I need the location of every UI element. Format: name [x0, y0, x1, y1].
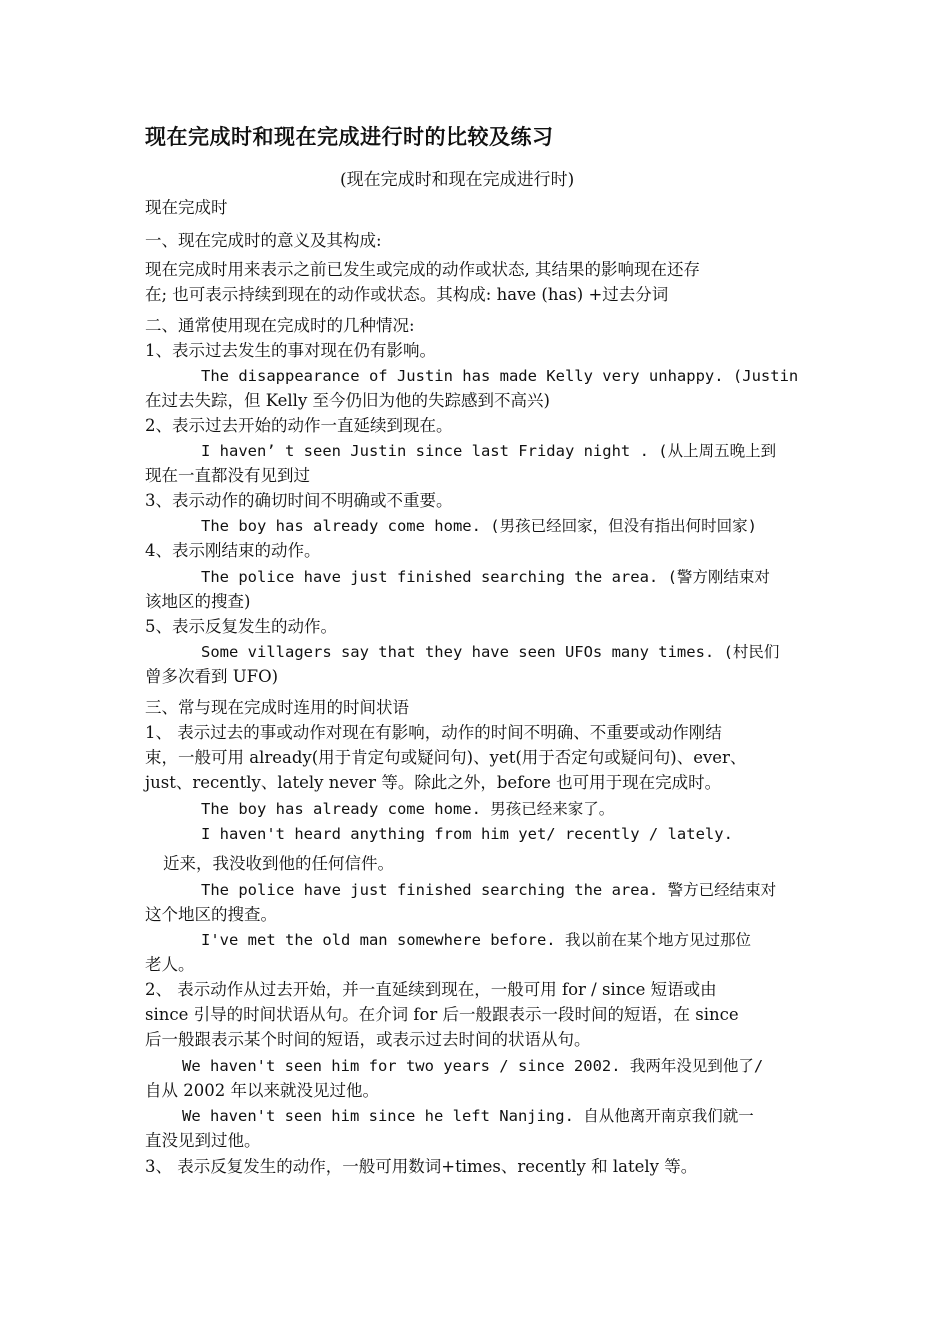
- example-sentence: The boy has already come home. 男孩已经来家了。: [201, 800, 615, 818]
- paragraph-line: 后一般跟表示某个时间的短语，或表示过去时间的状语从句。: [145, 1030, 591, 1049]
- list-item: 4、表示刚结束的动作。: [145, 541, 321, 560]
- list-item: 2、表示过去开始的动作一直延续到现在。: [145, 416, 453, 435]
- section-heading: 三、常与现在完成时连用的时间状语: [145, 698, 409, 717]
- example-sentence: The police have just finished searching the area. (警方刚结束对: [201, 568, 770, 586]
- example-sentence: I haven’ t seen Justin since last Friday night . (从上周五晚上到: [201, 442, 777, 460]
- section-heading: 一、现在完成时的意义及其构成:: [145, 231, 382, 250]
- example-sentence: We haven't seen him for two years / since 2002. 我两年没见到他了/: [182, 1057, 764, 1075]
- list-item: 3、表示动作的确切时间不明确或不重要。: [145, 491, 453, 510]
- example-translation: 直没见到过他。: [145, 1131, 261, 1150]
- paragraph-line: 束，一般可用 already(用于肯定句或疑问句)、yet(用于否定句或疑问句)、ever、: [145, 748, 747, 767]
- paragraph-line: 1、 表示过去的事或动作对现在有影响，动作的时间不明确、不重要或动作刚结: [145, 723, 722, 742]
- list-item: 5、表示反复发生的动作。: [145, 617, 337, 636]
- example-sentence: We haven't seen him since he left Nanjing. 自从他离开南京我们就一: [182, 1107, 754, 1125]
- example-translation: 近来，我没收到他的任何信件。: [163, 854, 394, 873]
- example-sentence: The disappearance of Justin has made Kelly very unhappy. (Justin: [201, 367, 799, 385]
- example-translation: 这个地区的搜查。: [145, 905, 277, 924]
- section-heading: 现在完成时: [145, 198, 228, 217]
- section-heading: 二、通常使用现在完成时的几种情况:: [145, 316, 415, 335]
- example-translation: 现在一直都没有见到过: [145, 466, 310, 485]
- example-translation: 曾多次看到 UFO): [145, 667, 279, 686]
- example-sentence: I haven't heard anything from him yet/ recently / lately.: [201, 825, 733, 843]
- example-translation: 老人。: [145, 955, 195, 974]
- paragraph-line: since 引导的时间状语从句。在介词 for 后一般跟表示一段时间的短语，在 since: [145, 1005, 739, 1024]
- example-sentence: The police have just finished searching the area. 警方已经结束对: [201, 881, 777, 899]
- paragraph-line: 3、 表示反复发生的动作，一般可用数词+times、recently 和 lately 等。: [145, 1157, 698, 1176]
- list-item: 1、表示过去发生的事对现在仍有影响。: [145, 341, 436, 360]
- paragraph-line: 现在完成时用来表示之前已发生或完成的动作或状态, 其结果的影响现在还存: [145, 260, 700, 279]
- example-translation: 在过去失踪，但 Kelly 至今仍旧为他的失踪感到不高兴): [145, 391, 550, 410]
- paragraph-line: 在; 也可表示持续到现在的动作或状态。其构成: have (has) +过去分词: [145, 285, 669, 304]
- paragraph-line: just、recently、lately never 等。除此之外，before 也可用于现在完成时。: [145, 773, 722, 792]
- example-sentence: Some villagers say that they have seen UFOs many times. (村民们: [201, 643, 780, 661]
- page-title: 现在完成时和现在完成进行时的比较及练习: [145, 125, 554, 149]
- example-sentence: The boy has already come home. (男孩已经回家，但没有指出何时回家): [201, 517, 757, 535]
- example-sentence: I've met the old man somewhere before. 我以前在某个地方见过那位: [201, 931, 751, 949]
- example-translation: 自从 2002 年以来就没见过他。: [145, 1081, 379, 1100]
- paragraph-line: 2、 表示动作从过去开始，并一直延续到现在，一般可用 for / since 短语或由: [145, 980, 717, 999]
- subtitle: (现在完成时和现在完成进行时): [340, 170, 575, 190]
- example-translation: 该地区的搜查): [145, 592, 251, 611]
